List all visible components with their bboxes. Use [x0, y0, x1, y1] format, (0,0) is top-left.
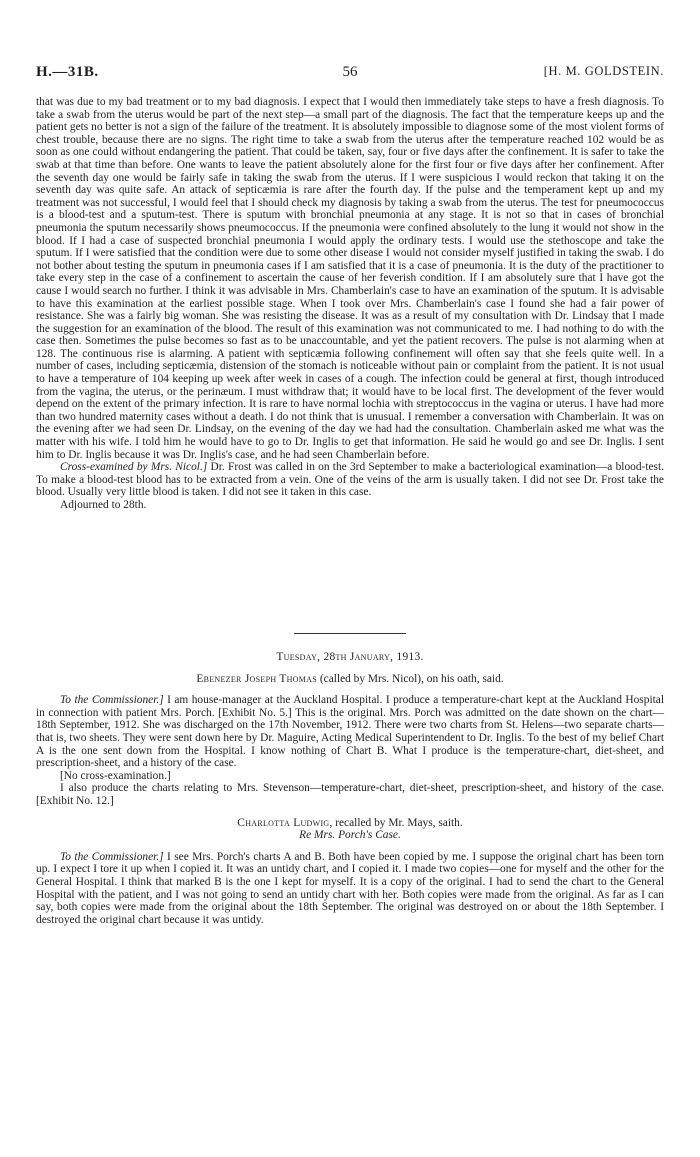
witness1-additional: I also produce the charts relating to Mrs. Stevenson—temperature-chart, diet-sheet, prescription-sheet, and history of the case. [Exhibit No. 12.]	[36, 782, 664, 807]
adjourned-line: Adjourned to 28th.	[60, 499, 147, 511]
cross-exam-label: Cross-examined by Mrs. Nicol.]	[60, 461, 208, 474]
page-number: 56	[342, 64, 358, 80]
witness1-paragraph	[36, 694, 664, 770]
section-divider	[294, 633, 406, 634]
witness2-case-heading: Re Mrs. Porch's Case.	[299, 829, 401, 842]
cross-examination-paragraph	[36, 461, 664, 499]
witness2-label: To the Commissioner.]	[60, 850, 164, 863]
witness1-name: Ebenezer Joseph Thomas	[196, 672, 317, 685]
no-cross-examination: [No cross-examination.]	[60, 769, 171, 782]
witness1-heading	[36, 673, 664, 686]
witness-running-head: [H. M. GOLDSTEIN.	[543, 64, 664, 78]
main-paragraph: that was due to my bad treatment or to my bad diagnosis. I expect that I would then immediately take steps to have a fresh diagnosis. To take a swab from the uterus would be part of the next step—a small part of the diagnosis. The fact that the temperature keeps up and the patient gets no better is not a sign of the failure of the treatment. It is absolutely impossible to diagnose some of the most violent forms of chest trouble, because there are no signs. The right time to take a swab from the uterus after the temperature reached 102 would be as soon as one could without endangering the patient. That could be taken, say, four or five days after the confinement. It is safer to take the swab at that time than before. One wants to leave the patient absolutely alone for the first four or five days after her confinement. After the seventh day one would be fairly safe in taking the swab from the uterus. If I were suspicious I would reckon that taking it on the seventh day was quite safe. An attack of septicæmia is rare after the fourth day. If the pulse and the temperament kept up and my treatment was not successful, I would feel that I should check my diagnosis by taking a swab from the uterus. The test for pneumococcus is a blood-test and a sputum-test. There is sputum with bronchial pneumonia at any stage. It is not so that in cases of bronchial pneumonia the sputum necessarily shows pneumococcus. If the pneumonia were confined absolutely to the lung it would not show in the blood. If I had a case of suspected bronchial pneumonia I would apply the ordinary tests. I would use the stethoscope and take the sputum. If I were satisfied that the condition were due to some other disease I would not consider myself justified in taking the swab. I do not bother about testing the sputum in pneumonia cases if I am satisfied that it is a case of pneumonia. It is the duty of the practitioner to take every step in the case of a confinement to ascertain the cause of her feverish condition. If I am absolutely sure that I have got the cause I would search no further. I think it was advisable in Mrs. Chamberlain's case to have an examination of the sputum. It is advisable to have this examination at the earliest possible stage. When I took over Mrs. Chamberlain's case I found she had a fair power of resistance. She was a fairly big woman. She was resisting the disease. It was as a result of my consultation with Dr. Lindsay that I made the suggestion for an examination of the blood. The result of this examination was not communicated to me. I had nothing to do with the case then. Sometimes the pulse becomes so fast as to be unaccountable, and yet the patient recovers. The pulse is not alarming when at 128. The continuous rise is alarming. A patient with septicæmia following confinement will often say that she feels quite well. In a number of cases, including septicæmia, distension of the stomach is noticeable without pain or complaint from the patient. It is not usual to have a temperature of 104 keeping up week after week in cases of a cough. The infection could be general at first, though introduced from the vagina, the uterus, or the perinæum. I must withdraw that; it would have to be local first. The development of the fever would depend on the extent of the primary infection. It is rare to have normal lochia with streptococcus in the vagina or uterus. I have had more than two hundred maternity cases without a death. I do not think that is unusual. I remember a conversation with Chamberlain. It was on the evening after we had seen Dr. Lindsay, on the evening of the day we had had the consultation. Chamberlain asked me what was the matter with his wife. I told him he would have to go to Dr. Inglis to get that information. He said he would go and see Dr. Inglis. I sent him to Dr. Inglis because it was Dr. Inglis's case, and he had seen Chamberlain before.	[36, 96, 664, 461]
witness1-label: To the Commissioner.]	[60, 694, 164, 707]
witness2-name: Charlotta Ludwig	[237, 816, 330, 829]
report-code: H.—31B.	[36, 64, 99, 80]
witness2-heading	[36, 817, 664, 830]
witness1-intro: (called by Mrs. Nicol), on his oath, said.	[317, 672, 504, 685]
witness2-intro: , recalled by Mr. Mays, saith.	[329, 816, 463, 829]
witness2-text: I see Mrs. Porch's charts A and B. Both have been copied by me. I suppose the original chart has been torn up. I expect I tore it up when I copied it. It was an untidy chart, and I copied it. I made two copies—one for myself and the other for the General Hospital. I think that marked B is the one I kept for myself. It is a copy of the original. I had to send the chart to the General Hospital with the patient, and I was not going to send an untidy chart with her. Both copies were made from the original. As far as I can say, both copies were made from the original about the 18th September. The original was destroyed on or about the 18th September. I destroyed the original chart because it was untidy.	[36, 850, 664, 926]
witness2-paragraph	[36, 851, 664, 927]
cross-exam-text: Dr. Frost was called in on the 3rd September to make a bacteriological examination—a blood-test. To make a blood-test blood has to be extracted from a vein. One of the veins of the arm is usually taken. I did not see Dr. Frost take the blood. Usually very little blood is taken. I did not see it taken in this case.	[36, 461, 664, 499]
witness1-text: I am house-manager at the Auckland Hospital. I produce a temperature-chart kept at the Auckland Hospital in connection with patient Mrs. Porch. [Exhibit No. 5.] This is the original. Mrs. Porch was admitted on the date shown on the chart—18th September, 1912. She was discharged on the 17th November, 1912. There were two charts from St. Helens—two separate charts—that is, two sheets. They were sent down here by Dr. Maguire, Acting Medical Superintendent to Dr. Inglis. To the best of my belief Chart A is the one sent down from the Hospital. I know nothing of Chart B. What I produce is the temperature-chart, diet-sheet, and prescription-sheet, and a history of the case.	[36, 694, 664, 770]
session-date-heading: Tuesday, 28th January, 1913.	[276, 651, 424, 663]
new-session	[36, 651, 664, 926]
testimony-continued	[36, 96, 664, 512]
page-header	[36, 64, 664, 86]
